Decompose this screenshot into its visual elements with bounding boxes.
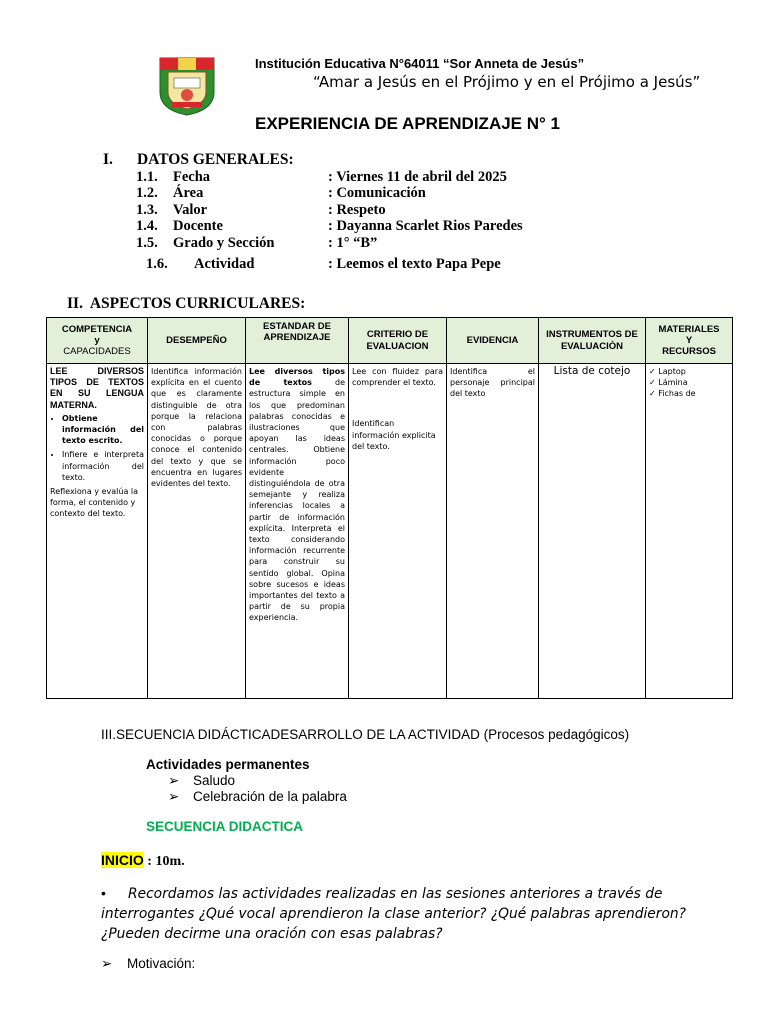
heading-main: III.SECUENCIA DIDÁCTICADESARROLLO DE LA ACTIVIDAD: [101, 727, 480, 742]
school-crest-logo: [158, 56, 216, 116]
document-title: EXPERIENCIA DE APRENDIZAJE N° 1: [255, 114, 560, 133]
row-label: Valor: [173, 202, 208, 218]
reflexiona-text: Reflexiona y evalúa la forma, el contenido y contexto del texto.: [50, 487, 139, 519]
arrow-bullet-icon: ➢: [168, 773, 180, 788]
competencia-text: LEE DIVERSOS TIPOS DE TEXTOS EN SU LENGUA MATERNA.: [50, 366, 144, 410]
material-item: ✓ Fichas de: [649, 388, 729, 399]
school-motto: “Amar a Jesús en el Prójimo y en el Prójimo a Jesús”: [313, 73, 701, 91]
row-label: Actividad: [194, 256, 255, 272]
capacidad-item: • Obtiene información del texto escrito.: [62, 413, 144, 447]
estandar-bold-text: Lee diversos tipos de textos: [249, 367, 345, 388]
row-value: : 1° “B”: [328, 235, 378, 251]
row-number: 1.6.: [146, 256, 168, 272]
header-desempeno: DESEMPEÑO: [148, 318, 246, 364]
row-number: 1.5.: [136, 235, 158, 251]
header-estandar: ESTANDAR DE APRENDIZAJE: [246, 318, 349, 364]
cell-competencia: [47, 364, 148, 699]
material-item: ✓ Lámina: [649, 377, 729, 388]
header-criterio: CRITERIO DE EVALUACION: [349, 318, 447, 364]
institution-name: Institución Educativa N°64011 “Sor Anneta de Jesús”: [255, 56, 585, 71]
header-text: Y: [685, 334, 693, 346]
header-text: MATERIALES: [658, 323, 720, 335]
header-text: y: [94, 334, 100, 346]
material-item: ✓ Laptop: [649, 366, 729, 377]
inicio-time: : 10m.: [143, 854, 185, 869]
row-label: Área: [173, 185, 204, 201]
section-number: I.: [103, 151, 113, 168]
row-label: Docente: [173, 218, 223, 234]
inicio-label: INICIO: [101, 852, 144, 868]
table-header-row: [47, 318, 733, 364]
heading-paren: (Procesos pedagógicos): [479, 727, 630, 742]
recordamos-paragraph: Recordamos las actividades realizadas en las sesiones anteriores a través de interrogantes ¿Qué vocal aprendieron la clase anterior? ¿Qué palabras aprendieron? ¿Pueden decirme una oración con esas palabras?: [101, 886, 686, 942]
list-item-text: Celebración de la palabra: [193, 789, 347, 804]
bullet-icon: •: [101, 885, 106, 901]
cell-desempeno: Identifica información explícita en el cuento que es claramente distinguible de otra porque la relaciona con palabras conocidas o porque conoce el contenido del texto y que se encuentra en lugares evidentes del texto.: [148, 364, 246, 699]
header-text: COMPETENCIA: [61, 323, 133, 335]
motivacion-item: [101, 956, 195, 972]
section-aspectos-heading: II. ASPECTOS CURRICULARES:: [67, 295, 306, 312]
cell-materiales: [646, 364, 733, 699]
list-item: [168, 773, 235, 789]
header-text: RECURSOS: [662, 346, 716, 358]
cell-evidencia: Identifica el personaje principal del texto: [447, 364, 539, 699]
header-evidencia: EVIDENCIA: [447, 318, 539, 364]
header-competencia: [47, 318, 148, 364]
row-value: : Respeto: [328, 202, 386, 218]
row-label: Fecha: [173, 169, 211, 185]
inicio-heading: [101, 852, 185, 870]
header-materiales: [646, 318, 733, 364]
row-label: Grado y Sección: [173, 235, 275, 251]
row-value: : Viernes 11 de abril del 2025: [328, 169, 507, 185]
header-text: CAPACIDADES: [63, 346, 131, 358]
row-number: 1.4.: [136, 218, 158, 234]
permanentes-heading: Actividades permanentes: [146, 757, 310, 772]
row-value: : Dayanna Scarlet Rios Paredes: [328, 218, 523, 234]
arrow-bullet-icon: ➢: [101, 956, 113, 971]
cell-estandar: [246, 364, 349, 699]
motivacion-text: Motivación:: [127, 956, 196, 971]
header-instrumentos: INSTRUMENTOS DE EVALUACIÒN: [539, 318, 646, 364]
row-number: 1.1.: [136, 169, 158, 185]
list-item: [168, 789, 347, 805]
table-row: [47, 364, 733, 699]
row-value: : Leemos el texto Papa Pepe: [328, 256, 501, 272]
row-number: 1.3.: [136, 202, 158, 218]
criterio-text: Lee con fluidez para comprender el texto.: [352, 367, 443, 388]
section-secuencia-heading: [101, 727, 629, 742]
criterio-text: Identifican información explicita del texto.: [352, 419, 436, 451]
cell-criterio: [349, 364, 447, 699]
capacidad-item: • Infiere e interpreta información del texto.: [62, 449, 144, 483]
secuencia-didactica-heading: SECUENCIA DIDACTICA: [146, 819, 304, 834]
arrow-bullet-icon: ➢: [168, 789, 180, 804]
section-title: DATOS GENERALES:: [137, 151, 294, 168]
estandar-text: de estructura simple en los que predominan palabras conocidas e ilustraciones que apoyan las ideas centrales. Obtiene información poco evidente distinguiéndola de otra semejante y realiza inferencias locales a partir de información explícita. Interpreta el texto considerando información recurrente para construir su sentido global. Opina sobre sucesos e ideas importantes del texto a partir de su propia experiencia.: [249, 378, 345, 623]
row-number: 1.2.: [136, 185, 158, 201]
curricular-table: [46, 317, 733, 699]
row-value: : Comunicación: [328, 185, 426, 201]
cell-instrumento: Lista de cotejo: [539, 364, 646, 699]
list-item-text: Saludo: [193, 773, 236, 788]
